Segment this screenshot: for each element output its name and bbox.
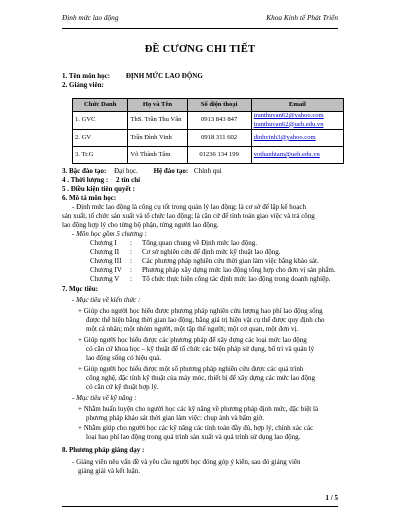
goal-line: + Nhằm giúp cho người học các kỹ năng các tính toán đầy đủ, hợp lý, chính xác các [78,424,314,432]
course-name: ĐỊNH MỨC LAO ĐỘNG [125,72,203,80]
goal-line: có căn cứ khoa học – kỹ thuật để tổ chức các biện pháp sử dụng, bố trí và quản lý [86,345,315,353]
chapter-number: Chương II [90,248,120,256]
goal-line: phương pháp khảo sát thời gian làm việc: chụp ảnh và bấm giờ. [86,414,264,422]
table-row [73,130,344,147]
knowledge-goals-label: - Mục tiêu về kiến thức : [72,296,141,304]
cell-name: ThS. Trần Thu Vân [128,112,187,130]
email-link[interactable]: dinhvinh3@yahoo.com [253,133,316,141]
lecturer-table [72,98,344,164]
goal-line: lao động sống có hiệu quả. [86,354,162,362]
goal-line: công nghệ, đặc tính kỹ thuật của máy móc, thiết bị để xây dựng các mức lao động [86,374,315,382]
credits: 2 tín chỉ [116,176,141,184]
cell-email [251,147,343,164]
cell-phone: 0913 843 847 [187,112,251,130]
description-line: lao động hợp lý cho từng bộ phận, từng người lao động. [62,221,219,229]
table-row [73,112,344,130]
section-8-label: 8. Phương pháp giảng dạy : [62,446,145,454]
header-right: Khoa Kinh tế Phát Triển [266,13,338,22]
goal-line: + Giúp người học hiểu được một số phương pháp nghiên cứu được các quá trình [78,365,304,373]
section-2-label: 2. Giảng viên: [62,81,104,89]
section-4-label: 4 . Thời lượng : [62,176,109,184]
chapters-intro: - Môn học gồm 5 chương : [72,230,147,238]
chapter-item: Chương II : Cơ sở nghiên cứu để định mức kỹ thuật lao động. [90,248,281,256]
document-title: ĐỀ CƯƠNG CHI TIẾT [144,44,256,55]
goal-line: được thể hiện bằng thời gian lao động, bằng giá trị hiện vật cụ thể được quy định cho [86,316,325,324]
chapter-item: Chương V : Tổ chức thực hiện công tác định mức lao động trong doanh nghiệp. [90,275,331,283]
section-4 [62,176,140,185]
training-type-label: Hệ đào tạo: [153,167,189,175]
goal-line: có căn cứ kỹ thuật hợp lý. [86,383,159,391]
section-5-label: 5 . Điều kiện tiên quyết : [62,185,135,193]
col-header-phone: Số điện thoại [187,99,251,112]
training-level: Đại học. [114,167,138,175]
chapter-title: Phương pháp xây dựng mức lao động tổng hợp cho đơn vị sản phẩm. [142,266,336,274]
description-line: sản xuất, tổ chức sản xuất và tổ chức lao động; là căn cứ để tính toán giao việc và trả công [62,212,315,220]
email-link[interactable]: vothanhtam@ueh.edu.vn [253,150,320,158]
col-header-name: Họ và Tên [128,99,187,112]
chapter-item: Chương I : Tổng quan chung về Định mức lao động. [90,239,257,247]
description-line: - Định mức lao động là công cụ tốt trong quản lý lao động; là cơ sở để lập kế hoạch [72,203,306,211]
cell-name: Trần Đình Vinh [128,130,187,147]
goal-line: + Giúp cho người học hiểu được phương pháp nghiên cứu lượng hao phí lao động sống [78,307,323,315]
method-line: - Giảng viên nêu vấn đề và yêu cầu người học đóng góp ý kiến, sau đó giảng viên [72,458,301,466]
chapter-title: Tổng quan chung về Định mức lao động. [142,239,257,247]
section-3-label: 3. Bậc đào tạo: [62,167,107,175]
cell-role: 3. Tr.G [73,147,128,164]
section-1-label: 1. Tên môn học: [62,72,111,80]
chapter-title: Cơ sở nghiên cứu để định mức kỹ thuật lao động. [142,248,281,256]
skill-goals-label: - Mục tiêu về kỹ năng : [72,394,137,402]
cell-email [251,130,343,147]
chapter-number: Chương III [90,257,122,265]
goal-line: + Nhằm huấn luyện cho người học các kỹ năng về phương pháp định mức, đặc biệt là [78,405,319,413]
section-3 [62,167,222,176]
header-left: Định mức lao động [62,13,119,22]
goal-line: loại hao phí lao động trong quá trình sản xuất và quá trình sử dụng lao động. [86,433,301,441]
table-row [73,147,344,164]
email-link[interactable]: tranthuvan62@yahoo.com [253,112,324,119]
chapter-item: Chương IV : Phương pháp xây dựng mức lao động tổng hợp cho đơn vị sản phẩm. [90,266,336,274]
chapter-title: Tổ chức thực hiện công tác định mức lao động trong doanh nghiệp. [142,275,331,283]
cell-phone: 01236 134 199 [187,147,251,164]
chapter-number: Chương IV [90,266,122,274]
goal-line: một cá nhân; một nhóm người, một tập thể người; một cơ quan, một đơn vị. [86,325,299,333]
cell-phone: 0918 311 602 [187,130,251,147]
chapter-item: Chương III : Các phương pháp nghiên cứu thời gian làm việc bằng khảo sát. [90,257,319,265]
chapter-number: Chương V [90,275,120,283]
section-6-label: 6. Mô tả môn học: [62,194,117,202]
header-rule [62,28,338,29]
cell-role: 1. GVC [73,112,128,130]
goal-line: + Giúp người học hiểu được các phương pháp để xây dựng các loại mức lao động [78,336,307,344]
col-header-email: Email [251,99,343,112]
cell-role: 2. GV [73,130,128,147]
method-line: giảng giải và kết luận. [78,467,141,475]
footer-rule [62,506,338,507]
section-7-label: 7. Mục tiêu: [62,285,98,293]
cell-name: Võ Thành Tâm [128,147,187,164]
email-link[interactable]: tranthuvan62@ueh.edu.vn [253,120,324,128]
col-header-title: Chức Danh [73,99,128,112]
page-number: 1 / 5 [325,494,338,502]
section-1 [62,72,203,81]
table-header-row [73,99,344,112]
chapter-title: Các phương pháp nghiên cứu thời gian làm việc bằng khảo sát. [142,257,319,265]
chapter-number: Chương I [90,239,117,247]
training-type: Chính qui [193,167,222,175]
cell-email [251,112,343,130]
page-header [62,13,338,25]
